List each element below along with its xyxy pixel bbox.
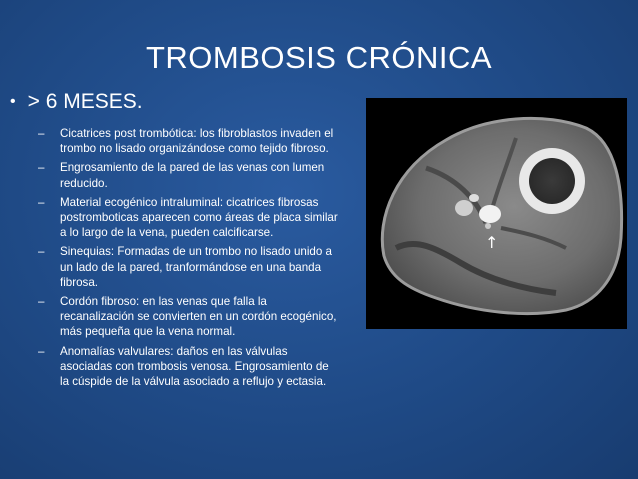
sub-bullet-item <box>38 195 338 241</box>
bullet-dot-icon: • <box>10 93 16 110</box>
sub-bullet-list <box>38 126 338 393</box>
vessel-gray <box>455 200 473 216</box>
sub-bullet-item <box>38 126 338 156</box>
slide-title: TROMBOSIS CRÓNICA <box>145 40 493 75</box>
dash-icon: – <box>38 245 45 259</box>
dash-icon: – <box>38 161 45 175</box>
dash-icon: – <box>38 127 45 140</box>
vessel-bright <box>479 205 501 223</box>
sub-bullet-item <box>38 160 338 190</box>
bone-marrow <box>529 158 575 204</box>
sub-bullet-item <box>38 244 338 290</box>
sub-bullet-item <box>38 294 338 340</box>
sub-bullet-item <box>38 344 338 390</box>
main-bullet-text: > 6 MESES. <box>27 90 143 113</box>
sub-bullet-text: Sinequias: Formadas de un trombo no lisado unido a un lado de la pared, tranformándose en una banda fibrosa. <box>60 245 332 289</box>
sub-bullet-text: Cordón fibroso: en las venas que falla la recanalización se convierten en un cordón ecogénico, más pequeña que la vena normal. <box>60 295 337 339</box>
pointer-arrow-icon: ↑ <box>485 233 499 252</box>
main-bullet <box>10 90 143 114</box>
ct-scan-svg <box>366 98 627 329</box>
dash-icon: – <box>38 195 45 209</box>
sub-bullet-text: Anomalías valvulares: daños en las válvulas asociadas con trombosis venosa. Engrosamiento de la cúspide de la válvula asociado a reflujo y ectasia. <box>60 344 329 389</box>
ct-scan-image <box>366 98 627 329</box>
vessel-dot <box>485 223 491 229</box>
sub-bullet-text: Cicatrices post trombótica: los fibroblastos invaden el trombo no lisado organizándose como tejido fibroso. <box>60 127 334 156</box>
sub-bullet-text: Material ecogénico intraluminal: cicatrices fibrosas postromboticas aparecen como áreas de placa similar a lo largo de la vena, pueden calcificarse. <box>60 195 338 240</box>
sub-bullet-text: Engrosamiento de la pared de las venas con lumen reducido. <box>60 161 325 190</box>
dash-icon: – <box>38 295 45 309</box>
vessel-small <box>469 194 479 202</box>
dash-icon: – <box>38 344 45 358</box>
